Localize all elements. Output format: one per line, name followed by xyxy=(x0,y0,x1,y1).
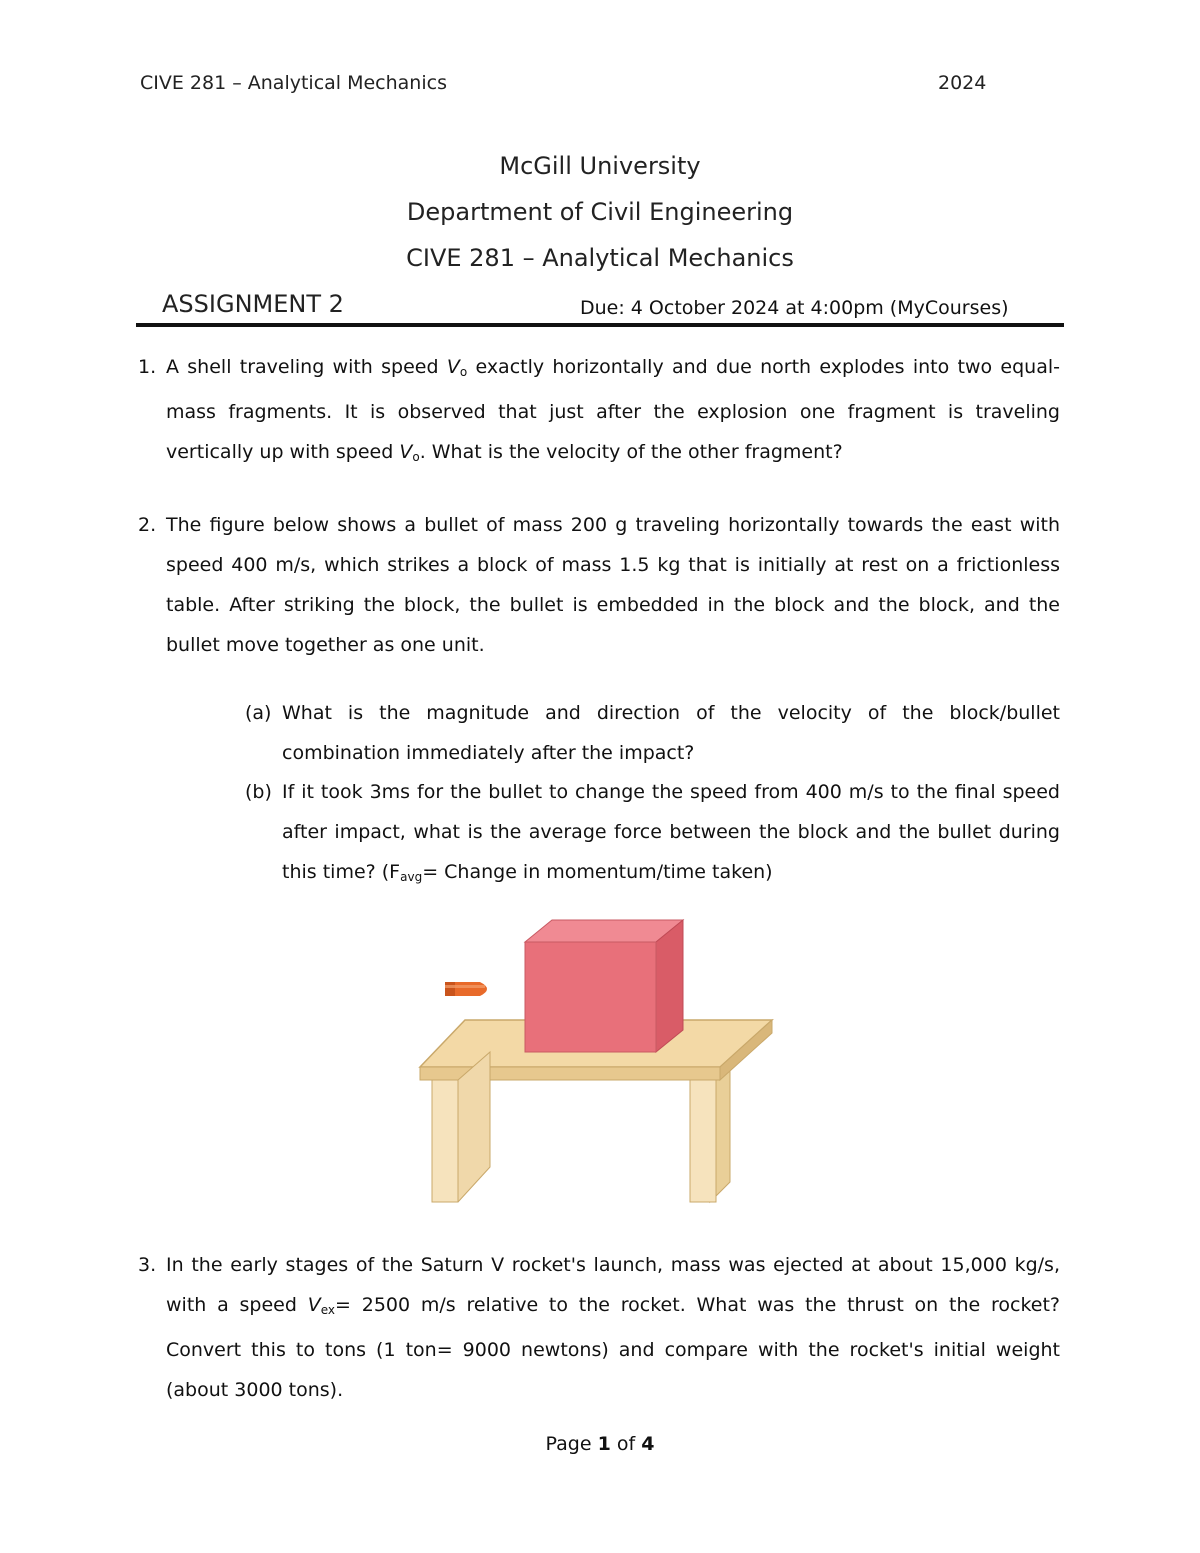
running-header-course: CIVE 281 – Analytical Mechanics xyxy=(140,72,447,94)
q3-text: In the early stages of the Saturn V rocket's launch, mass was ejected at about 15,000 kg/s, with a speed $V_{ex}= 2500$ m/s relative to the rocket. What was the thrust on the rocket? Convert this to tons (1 ton= 9000 newtons) and compare with the rocket's initial weight (about 3000 tons). xyxy=(166,1254,1060,1401)
page-footer: Page 1 of 4 xyxy=(545,1433,655,1455)
q2b-label: (b) xyxy=(245,781,272,803)
course-title: CIVE 281 – Analytical Mechanics xyxy=(406,244,794,272)
bullet-block-table-figure xyxy=(410,912,790,1212)
q3-number: 3. xyxy=(138,1254,157,1276)
running-header-year: 2024 xyxy=(938,72,987,94)
block-front xyxy=(525,942,656,1052)
q2b-text: If it took 3ms for the bullet to change the speed from 400 m/s to the final speed after impact, what is the average force between the block and the bullet during this time? ($F_{avg}=$ Change in momentum/time taken) xyxy=(282,781,1060,884)
due-date: Due: 4 October 2024 at 4:00pm (MyCourses) xyxy=(580,297,1009,319)
title-rule xyxy=(136,323,1064,327)
q1-text: A shell traveling with speed $V_o$ exactly horizontally and due north explodes into two equal-mass fragments. It is observed that just after the explosion one fragment is traveling vertically up with speed $V_o$. What is the velocity of the other fragment? xyxy=(166,356,1060,464)
q2a-text: What is the magnitude and direction of the velocity of the block/bullet combination immediately after the impact? xyxy=(282,702,1060,764)
q2a-label: (a) xyxy=(245,702,272,724)
q2-text: The figure below shows a bullet of mass 200 g traveling horizontally towards the east with speed 400 m/s, which strikes a block of mass 1.5 kg that is initially at rest on a frictionless table. After striking the block, the bullet is embedded in the block and the block, and the bullet move together as one unit. xyxy=(166,514,1060,656)
bullet xyxy=(445,982,487,996)
q1-number: 1. xyxy=(138,356,157,378)
table-leg-front-left-face xyxy=(432,1080,458,1202)
table-leg-front-right xyxy=(690,1080,716,1202)
university-name: McGill University xyxy=(499,152,701,180)
assignment-title: ASSIGNMENT 2 xyxy=(162,290,344,318)
block-side xyxy=(656,920,683,1052)
department-name: Department of Civil Engineering xyxy=(406,198,794,226)
q2-number: 2. xyxy=(138,514,157,536)
